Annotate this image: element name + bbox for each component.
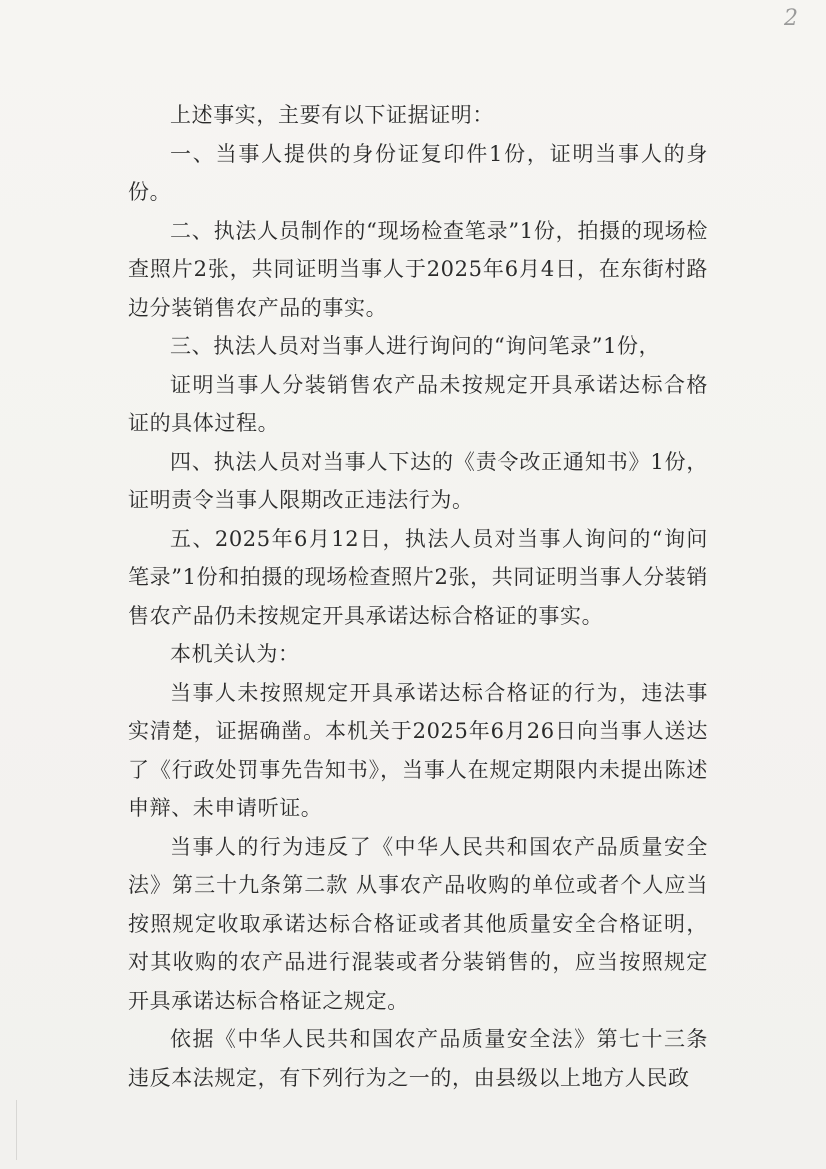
paragraph-violation: 当事人的行为违反了《中华人民共和国农产品质量安全法》第三十九条第二款 从事农产品收购的单位或者个人应当按照规定收取承诺达标合格证或者其他质量安全合格证明，对其收购的农产品进行混装或者分装销售的，应当按照规定开具承诺达标合格证之规定。 bbox=[128, 834, 708, 1013]
paragraph-evidence-3: 三、执法人员对当事人进行询问的“询问笔录”1份， bbox=[170, 334, 661, 358]
paragraph-evidence-3-cont: 证明当事人分装销售农产品未按规定开具承诺达标合格证的具体过程。 bbox=[128, 372, 708, 435]
paragraph-evidence-5: 五、2025年6月12日，执法人员对当事人询问的“询问笔录”1份和拍摄的现场检查照片2张，共同证明当事人分装销售农产品仍未按规定开具承诺达标合格证的事实。 bbox=[128, 526, 708, 628]
page-number: 2 bbox=[784, 6, 798, 31]
paragraph-authority-opinion: 本机关认为： bbox=[170, 642, 300, 666]
paragraph-evidence-1: 一、当事人提供的身份证复印件1份，证明当事人的身份。 bbox=[128, 141, 708, 204]
scan-edge-line bbox=[16, 1100, 17, 1160]
paragraph-evidence-2: 二、执法人员制作的“现场检查笔录”1份，拍摄的现场检查照片2张，共同证明当事人于2025年6月4日，在东街村路边分装销售农产品的事实。 bbox=[128, 218, 708, 320]
document-body bbox=[128, 96, 708, 1097]
paragraph-evidence-4: 四、执法人员对当事人下达的《责令改正通知书》1份，证明责令当事人限期改正违法行为。 bbox=[128, 449, 708, 512]
paragraph-legal-basis: 依据《中华人民共和国农产品质量安全法》第七十三条违反本法规定，有下列行为之一的，由县级以上地方人民政 bbox=[128, 1027, 708, 1090]
paragraph-finding: 当事人未按照规定开具承诺达标合格证的行为，违法事实清楚，证据确凿。本机关于2025年6月26日向当事人送达了《行政处罚事先告知书》，当事人在规定期限内未提出陈述申辩、未申请听证。 bbox=[128, 680, 708, 820]
paragraph-evidence-intro: 上述事实，主要有以下证据证明： bbox=[170, 103, 494, 127]
